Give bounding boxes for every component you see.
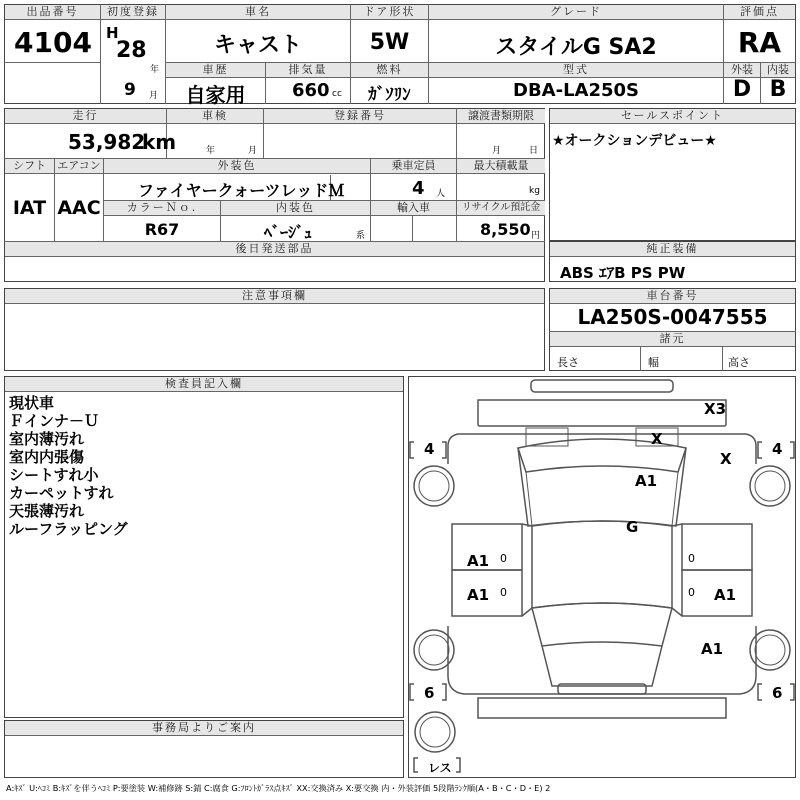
- capacity-unit: 人: [436, 189, 446, 199]
- mark-x-top: X: [651, 430, 663, 448]
- sales-point-text: ★オークションデビュー★: [552, 133, 717, 149]
- interior-score-label: 内装: [761, 63, 795, 78]
- spare-tire: レス: [428, 761, 452, 775]
- model: DBA-LA250S: [513, 80, 639, 101]
- mark-a1-right-rear: A1: [701, 640, 724, 658]
- door-label: ドア形状: [351, 5, 428, 20]
- note-line: カーペットすれ: [9, 484, 114, 502]
- ext-color: ファイヤークォーツレッドＭ: [138, 181, 345, 200]
- sales-point-box: [549, 108, 796, 241]
- displacement-unit: cc: [332, 89, 342, 99]
- note-line: 室内内張傷: [9, 448, 85, 466]
- shift-label: シフト: [5, 159, 54, 174]
- history: 自家用: [185, 83, 246, 107]
- month-unit: 月: [149, 91, 159, 101]
- first-reg-label: 初度登録: [101, 5, 165, 20]
- car-name: キャスト: [213, 33, 302, 58]
- mark-zero: 0: [688, 586, 695, 599]
- mark-zero: 0: [688, 552, 695, 565]
- mark-x3: X3: [704, 400, 727, 418]
- mark-x-right: X: [720, 450, 732, 468]
- mark-g: G: [626, 518, 639, 536]
- reg-month: 9: [124, 80, 136, 100]
- capacity-label: 乗車定員: [371, 159, 456, 174]
- ac: AAC: [57, 197, 101, 219]
- office-label: 事務局よりご案内: [5, 721, 403, 736]
- note-line: 室内薄汚れ: [9, 430, 85, 448]
- max-load-label: 最大積載量: [457, 159, 545, 174]
- tire-rr: 6: [772, 684, 783, 702]
- note-line: ルーフラッピング: [9, 520, 128, 538]
- spec-width-label: 幅: [648, 356, 659, 369]
- mark-zero: 0: [500, 586, 507, 599]
- displacement-label: 排気量: [266, 63, 350, 78]
- inspection-label: 車検: [167, 109, 263, 124]
- mileage: 53,982: [68, 130, 146, 154]
- int-color-unit: 系: [356, 231, 366, 241]
- equipment-label: 純正装備: [550, 242, 795, 257]
- max-load-unit: kg: [529, 186, 540, 196]
- legend: A:ｷｽﾞ U:ﾍｺﾐ B:ｷｽﾞを伴うﾍｺﾐ P:要塗装 W:補修跡 S:錆 C:腐食 G:ﾌﾛﾝﾄｶﾞﾗｽ点ｷｽﾞ XX:交換済み X:要交換 内・外装評価 5段階ﾗﾝｸ順(A・B・C・D・E) 2: [6, 783, 551, 793]
- fuel-label: 燃料: [351, 63, 428, 78]
- transfer-day-unit: 日: [529, 146, 539, 156]
- inspection-month-unit: 月: [248, 146, 258, 156]
- specs-label: 諸元: [550, 332, 795, 347]
- mileage-unit: km: [142, 130, 177, 154]
- mark-a1-left-rear: A1: [467, 586, 490, 604]
- fuel: ｶﾞｿﾘﾝ: [368, 85, 411, 105]
- tire-fr: 4: [772, 440, 783, 458]
- displacement: 660: [292, 80, 330, 101]
- spec-length-label: 長さ: [557, 356, 579, 369]
- tire-rl: 6: [424, 684, 435, 702]
- chassis-label: 車台番号: [550, 289, 795, 304]
- int-color-label: 内装色: [221, 201, 370, 216]
- reg-no-label: 登録番号: [264, 109, 456, 124]
- ext-color-label: 外装色: [104, 159, 370, 174]
- caution-label: 注意事項欄: [5, 289, 544, 304]
- mileage-label: 走行: [5, 109, 166, 124]
- capacity: 4: [412, 178, 425, 199]
- note-line: Ｆインナ－Ｕ: [9, 412, 100, 430]
- note-line: シートすれ小: [9, 466, 99, 484]
- mark-zero: 0: [500, 552, 507, 565]
- era: H: [106, 24, 119, 42]
- exterior-score: D: [732, 77, 752, 102]
- history-label: 車歴: [166, 63, 265, 78]
- transfer-month-unit: 月: [492, 146, 502, 156]
- recycle-label: リサイクル預託金: [457, 201, 545, 216]
- model-label: 型式: [429, 63, 723, 78]
- reg-year: 28: [116, 38, 147, 63]
- interior-score: B: [769, 77, 787, 102]
- mark-a1-left-front: A1: [467, 552, 490, 570]
- recycle-unit: 円: [531, 231, 541, 241]
- car-diagram: [408, 376, 796, 778]
- color-no: R67: [144, 220, 180, 239]
- note-line: 天張薄汚れ: [9, 502, 85, 520]
- lot-label: 出品番号: [5, 5, 100, 20]
- later-parts-label: 後日発送部品: [5, 242, 544, 257]
- score-label: 評価点: [724, 5, 795, 20]
- car-name-label: 車名: [166, 5, 350, 20]
- equipment-text: ABS ｴｱB PS PW: [560, 264, 686, 282]
- mark-a1-hood: A1: [635, 472, 658, 490]
- inspector-notes: [9, 394, 128, 538]
- door-type: 5W: [369, 30, 410, 55]
- ac-label: エアコン: [55, 159, 103, 174]
- lot-number: 4104: [14, 26, 92, 59]
- inspector-label: 検査員記入欄: [5, 377, 403, 392]
- spec-height-label: 高さ: [728, 356, 750, 369]
- year-unit: 年: [150, 65, 160, 75]
- grade-label: グレード: [429, 5, 723, 20]
- import-label: 輸入車: [371, 201, 456, 216]
- score: RA: [737, 26, 782, 59]
- chassis-number: LA250S-0047555: [577, 305, 768, 329]
- note-line: 現状車: [9, 394, 55, 412]
- inspection-year-unit: 年: [206, 146, 216, 156]
- exterior-score-label: 外装: [724, 63, 760, 78]
- sales-point-label: セールスポイント: [550, 109, 795, 124]
- color-no-label: カラーＮｏ.: [104, 201, 220, 216]
- int-color: ﾍﾞｰｼﾞｭ: [264, 223, 313, 242]
- transfer-label: 譲渡書類期限: [457, 109, 545, 124]
- recycle: 8,550: [480, 220, 531, 239]
- grade: スタイルG SA2: [495, 35, 657, 60]
- mark-a1-right-front: A1: [714, 586, 737, 604]
- shift: IAT: [12, 197, 47, 219]
- tire-fl: 4: [424, 440, 435, 458]
